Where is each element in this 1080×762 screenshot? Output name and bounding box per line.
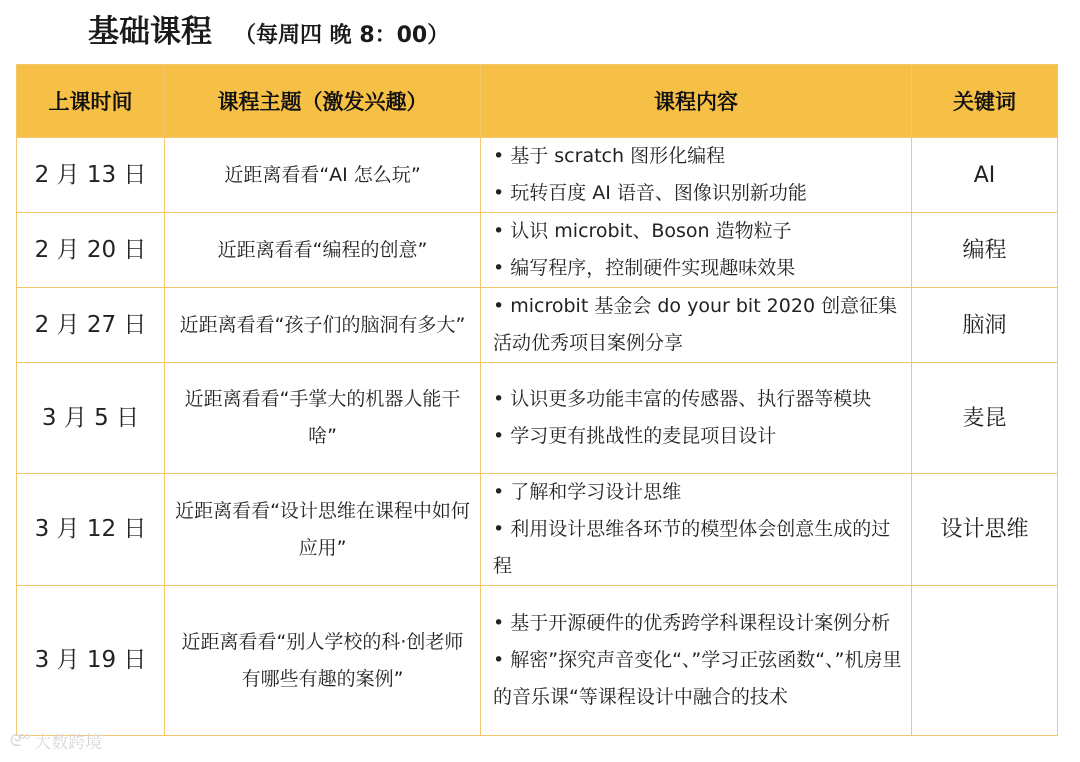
content-bullet: • 利用设计思维各环节的模型体会创意生成的过程 <box>493 518 891 577</box>
title-row <box>88 6 449 58</box>
cell-date: 2 月 20 日 <box>17 213 165 288</box>
header-content: 课程内容 <box>481 65 912 138</box>
table-row <box>17 474 1058 586</box>
cell-content <box>481 474 912 586</box>
cell-content <box>481 586 912 736</box>
cell-topic: 近距离看看“手掌大的机器人能干啥” <box>165 363 481 474</box>
content-bullet: • 了解和学习设计思维 <box>493 481 682 503</box>
cell-date: 3 月 12 日 <box>17 474 165 586</box>
content-bullet: • 编写程序，控制硬件实现趣味效果 <box>493 257 796 279</box>
cell-content <box>481 363 912 474</box>
content-bullet: • 认识更多功能丰富的传感器、执行器等模块 <box>493 388 872 410</box>
cell-topic: 近距离看看“设计思维在课程中如何应用” <box>165 474 481 586</box>
cell-keyword <box>912 586 1058 736</box>
content-bullet: • microbit 基金会 do your bit 2020 创意征集活动优秀项目案例分享 <box>493 295 898 354</box>
cell-topic: 近距离看看“别人学校的科·创老师有哪些有趣的案例” <box>165 586 481 736</box>
table-row <box>17 213 1058 288</box>
table-row <box>17 363 1058 474</box>
header-topic: 课程主题（激发兴趣） <box>165 65 481 138</box>
cell-date: 3 月 5 日 <box>17 363 165 474</box>
table-header-row <box>17 65 1058 138</box>
watermark <box>10 728 102 753</box>
content-bullet: • 学习更有挑战性的麦昆项目设计 <box>493 425 777 447</box>
watermark-text: 大数跨境 <box>34 733 103 753</box>
page-title: 基础课程 <box>88 14 212 50</box>
schedule-subtitle: （每周四 晚 8：00） <box>234 23 450 48</box>
cell-topic: 近距离看看“AI 怎么玩” <box>165 138 481 213</box>
weibo-logo-icon: ᘓ°° <box>10 730 29 750</box>
cell-keyword: AI <box>912 138 1058 213</box>
cell-date: 2 月 27 日 <box>17 288 165 363</box>
content-bullet: • 玩转百度 AI 语音、图像识别新功能 <box>493 182 807 204</box>
table-row <box>17 138 1058 213</box>
cell-date: 3 月 19 日 <box>17 586 165 736</box>
content-bullet: • 解密”探究声音变化“、”学习正弦函数“、”机房里的音乐课“等课程设计中融合的技术 <box>493 649 902 708</box>
course-table <box>16 64 1058 736</box>
cell-keyword: 设计思维 <box>912 474 1058 586</box>
cell-topic: 近距离看看“孩子们的脑洞有多大” <box>165 288 481 363</box>
header-keyword: 关键词 <box>912 65 1058 138</box>
cell-content <box>481 138 912 213</box>
content-bullet: • 基于开源硬件的优秀跨学科课程设计案例分析 <box>493 612 891 634</box>
cell-content <box>481 288 912 363</box>
content-bullet: • 认识 microbit、Boson 造物粒子 <box>493 220 792 242</box>
table-row <box>17 288 1058 363</box>
table-row <box>17 586 1058 736</box>
cell-date: 2 月 13 日 <box>17 138 165 213</box>
content-bullet: • 基于 scratch 图形化编程 <box>493 145 726 167</box>
cell-keyword: 麦昆 <box>912 363 1058 474</box>
cell-keyword: 编程 <box>912 213 1058 288</box>
cell-content <box>481 213 912 288</box>
header-date: 上课时间 <box>17 65 165 138</box>
cell-keyword: 脑洞 <box>912 288 1058 363</box>
cell-topic: 近距离看看“编程的创意” <box>165 213 481 288</box>
